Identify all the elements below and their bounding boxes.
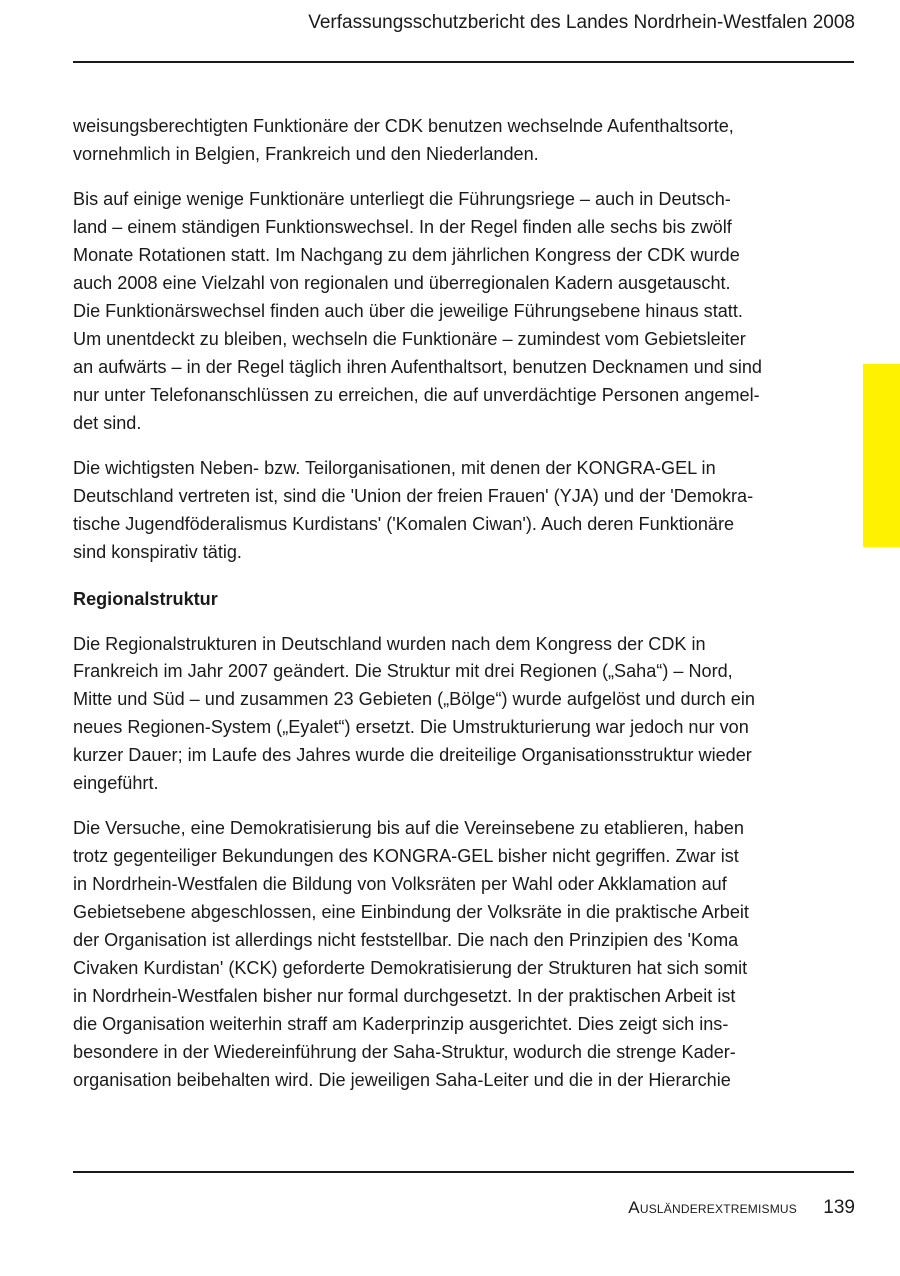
text-line: Gebietsebene abgeschlossen, eine Einbindung der Volksräte in die praktische Arbeit (73, 902, 749, 923)
text-line: der Organisation ist allerdings nicht feststellbar. Die nach den Prinzipien des 'Koma (73, 930, 739, 951)
text-line: besondere in der Wiedereinführung der Saha-Struktur, wodurch die strenge Kader- (73, 1041, 736, 1062)
text-line: neues Regionen-System („Eyalet“) ersetzt. Die Umstrukturierung war jedoch nur von (73, 717, 749, 738)
paragraph (73, 186, 818, 437)
text-line: weisungsberechtigten Funktionäre der CDK benutzen wechselnde Aufenthaltsorte, (73, 116, 734, 136)
text-line: trotz gegenteiliger Bekundungen des KONGRA-GEL bisher nicht gegriffen. Zwar ist (73, 846, 739, 867)
text-line: Die Funktionärswechsel finden auch über die jeweilige Führungsebene hinaus statt. (73, 300, 743, 321)
text-line: vornehmlich in Belgien, Frankreich und den Niederlanden. (73, 143, 539, 164)
header-rule (73, 61, 854, 63)
text-line: eingeführt. (73, 773, 159, 794)
text-line: Bis auf einige wenige Funktionäre unterliegt die Führungsriege – auch in Deutsch- (73, 189, 731, 210)
running-header-title: Verfassungsschutzbericht des Landes Nordrhein-Westfalen 2008 (308, 12, 855, 33)
text-line: in Nordrhein-Westfalen bisher nur formal durchgesetzt. In der praktischen Arbeit ist (73, 985, 736, 1006)
text-line: Die wichtigsten Neben- bzw. Teilorganisationen, mit denen der KONGRA-GEL in (73, 457, 716, 478)
text-line: Mitte und Süd – und zusammen 23 Gebieten („Bölge“) wurde aufgelöst und durch ein (73, 689, 755, 710)
text-line: land – einem ständigen Funktionswechsel. In der Regel finden alle sechs bis zwölf (73, 217, 732, 238)
text-line: auch 2008 eine Vielzahl von regionalen und überregionalen Kadern ausgetauscht. (73, 273, 731, 294)
text-line: die Organisation weiterhin straff am Kaderprinzip ausgerichtet. Dies zeigt sich ins- (73, 1013, 729, 1034)
text-line: in Nordrhein-Westfalen die Bildung von Volksräten per Wahl oder Akklamation auf (73, 874, 727, 895)
text-line: an aufwärts – in der Regel täglich ihren Aufenthaltsort, benutzen Decknamen und sind (73, 356, 762, 377)
section-heading: Regionalstruktur (73, 588, 218, 609)
section-marker-tab (863, 364, 900, 547)
paragraph (73, 631, 818, 798)
footer-section-label: Ausländerextremismus (628, 1198, 797, 1217)
text-line: det sind. (73, 412, 142, 433)
text-line: Civaken Kurdistan' (KCK) geforderte Demokratisierung der Strukturen hat sich somit (73, 957, 748, 978)
paragraph (73, 455, 818, 567)
text-line: kurzer Dauer; im Laufe des Jahres wurde die dreiteilige Organisationsstruktur wieder (73, 745, 752, 766)
text-line: Um unentdeckt zu bleiben, wechseln die Funktionäre – zumindest vom Gebietsleiter (73, 328, 746, 349)
text-line: sind konspirativ tätig. (73, 541, 242, 562)
text-line: Frankreich im Jahr 2007 geändert. Die Struktur mit drei Regionen („Saha“) – Nord, (73, 661, 733, 682)
text-line: organisation beibehalten wird. Die jeweiligen Saha-Leiter und die in der Hierarchie (73, 1069, 731, 1090)
page-body (73, 113, 818, 1112)
text-line: tische Jugendföderalismus Kurdistans' ('Komalen Ciwan'). Auch deren Funktionäre (73, 513, 735, 534)
text-line: Deutschland vertreten ist, sind die 'Union der freien Frauen' (YJA) und der 'Demokra- (73, 485, 754, 506)
text-line: Die Regionalstrukturen in Deutschland wurden nach dem Kongress der CDK in (73, 633, 706, 654)
paragraph (73, 113, 818, 169)
text-line: Die Versuche, eine Demokratisierung bis auf die Vereinsebene zu etablieren, haben (73, 818, 744, 839)
text-line: Monate Rotationen statt. Im Nachgang zu dem jährlichen Kongress der CDK wurde (73, 245, 740, 266)
page-number: 139 (823, 1197, 855, 1218)
paragraph (73, 815, 818, 1094)
footer-rule (73, 1171, 854, 1173)
text-line: nur unter Telefonanschlüssen zu erreichen, die auf unverdächtige Personen angemel- (73, 384, 760, 405)
